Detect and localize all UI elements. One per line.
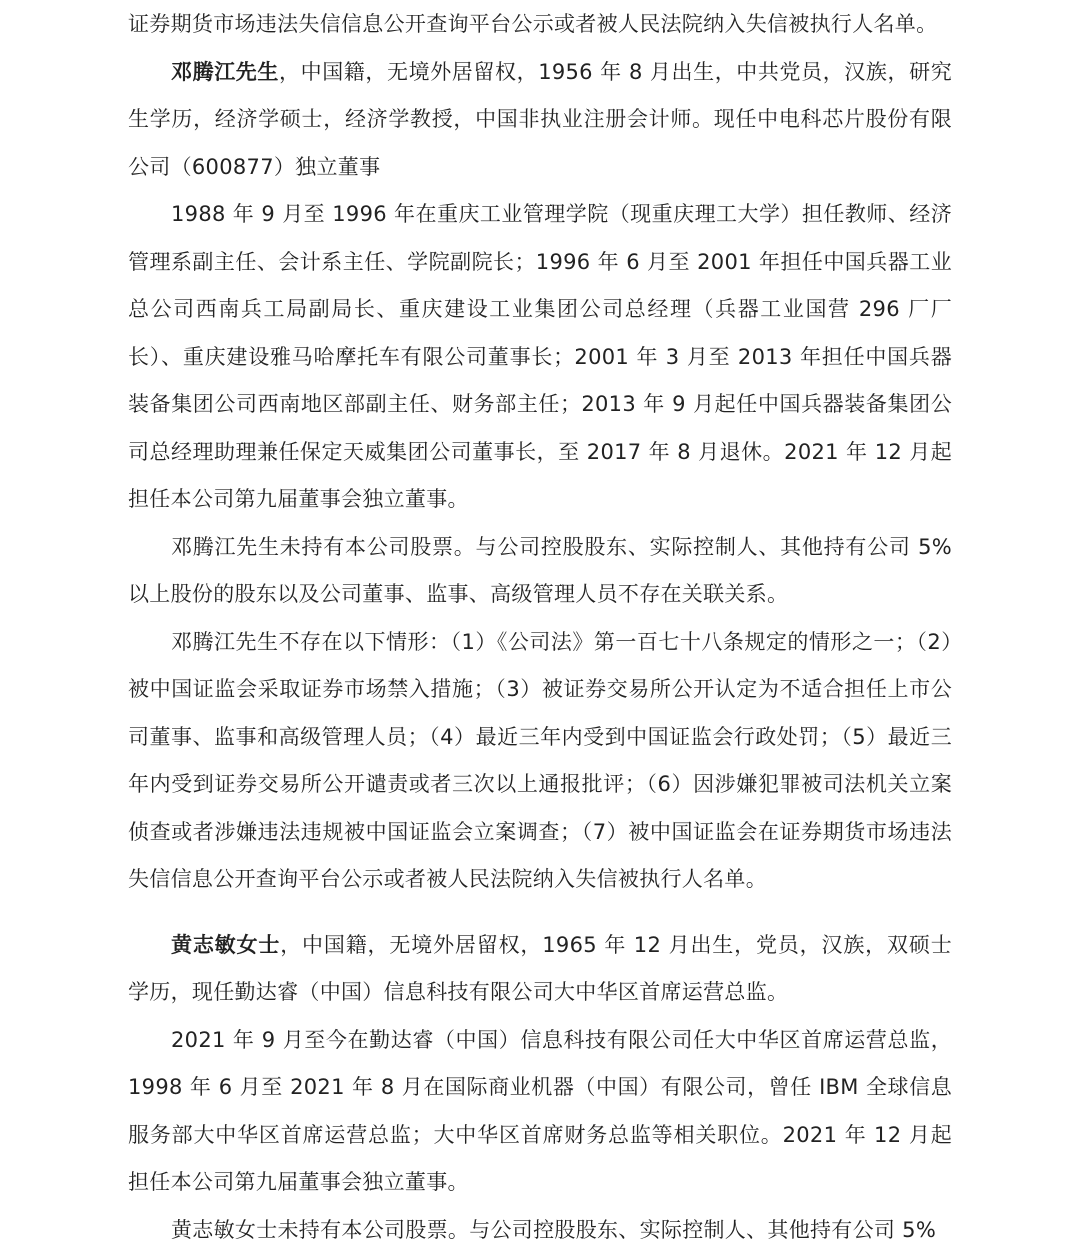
huang-intro-text: ，中国籍，无境外居留权，1965 年 12 月出生，党员，汉族，双硕士学历，现任勤达睿（中国）信息科技有限公司大中华区首席运营总监。 (128, 933, 952, 1005)
deng-intro-text: ，中国籍，无境外居留权，1956 年 8 月出生，中共党员，汉族，研究生学历，经济学硕士，经济学教授，中国非执业注册会计师。现任中电科芯片股份有限公司（600877）独立董事 (128, 60, 952, 179)
deng-intro-paragraph (128, 49, 952, 192)
huang-career-paragraph: 2021 年 9 月至今在勤达睿（中国）信息科技有限公司任大中华区首席运营总监，1998 年 6 月至 2021 年 8 月在国际商业机器（中国）有限公司，曾任 IBM 全球信息服务部大中华区首席运营总监；大中华区首席财务总监等相关职位。2021 年 12 月起担任本公司第九届董事会独立董事。 (128, 1017, 952, 1207)
deng-career-paragraph: 1988 年 9 月至 1996 年在重庆工业管理学院（现重庆理工大学）担任教师、经济管理系副主任、会计系主任、学院副院长；1996 年 6 月至 2001 年担任中国兵器工业总公司西南兵工局副局长、重庆建设工业集团公司总经理（兵器工业国营 296 厂厂长）、重庆建设雅马哈摩托车有限公司董事长；2001 年 3 月至 2013 年担任中国兵器装备集团公司西南地区部副主任、财务部主任；2013 年 9 月起任中国兵器装备集团公司总经理助理兼任保定天威集团公司董事长，至 2017 年 8 月退休。2021 年 12 月起担任本公司第九届董事会独立董事。 (128, 191, 952, 524)
huang-shares-paragraph: 黄志敏女士未持有本公司股票。与公司控股股东、实际控制人、其他持有公司 5% (128, 1207, 952, 1254)
huang-intro-paragraph (128, 922, 952, 1017)
huang-name: 黄志敏女士 (171, 933, 280, 957)
document-page (0, 1, 1080, 1246)
section-gap (128, 904, 952, 922)
deng-shares-paragraph: 邓腾江先生未持有本公司股票。与公司控股股东、实际控制人、其他持有公司 5%以上股份的股东以及公司董事、监事、高级管理人员不存在关联关系。 (128, 524, 952, 619)
deng-name: 邓腾江先生 (171, 60, 279, 84)
deng-conditions-paragraph: 邓腾江先生不存在以下情形：（1）《公司法》第一百七十八条规定的情形之一；（2）被中国证监会采取证券市场禁入措施；（3）被证券交易所公开认定为不适合担任上市公司董事、监事和高级管理人员；（4）最近三年内受到中国证监会行政处罚；（5）最近三年内受到证券交易所公开谴责或者三次以上通报批评；（6）因涉嫌犯罪被司法机关立案侦查或者涉嫌违法违规被中国证监会立案调查；（7）被中国证监会在证券期货市场违法失信信息公开查询平台公示或者被人民法院纳入失信被执行人名单。 (128, 619, 952, 904)
paragraph-continuation: 证券期货市场违法失信信息公开查询平台公示或者被人民法院纳入失信被执行人名单。 (128, 1, 952, 49)
